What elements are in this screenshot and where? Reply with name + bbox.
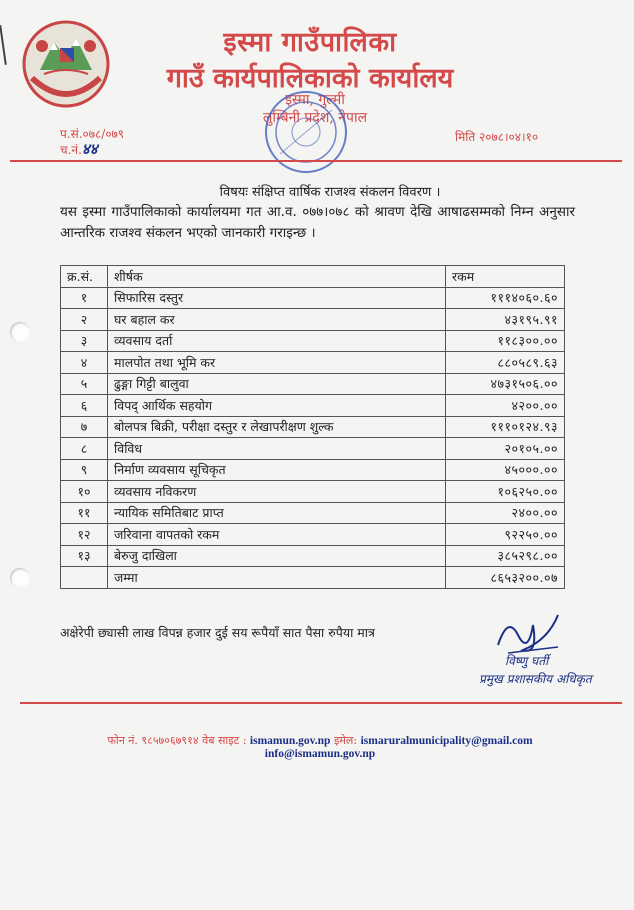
row-title: जरिवाना वापतको रकम	[108, 524, 446, 546]
signatory-title: प्रमुख प्रशासकीय अधिकृत	[479, 672, 592, 686]
row-title: बेरुजु दाखिला	[108, 545, 446, 567]
row-title: सिफारिस दस्तुर	[108, 287, 446, 309]
table-row	[61, 373, 565, 395]
row-sn: ३	[61, 330, 108, 352]
reference-block	[60, 127, 124, 158]
table-row	[61, 416, 565, 438]
row-sn: ११	[61, 502, 108, 524]
row-title: घर बहाल कर	[108, 309, 446, 331]
row-amount: २०१०५.००	[446, 438, 565, 460]
table-row	[61, 438, 565, 460]
email-link-primary[interactable]: ismaruralmunicipality@gmail.com	[360, 735, 533, 747]
row-sn: २	[61, 309, 108, 331]
footer-contact	[40, 733, 600, 748]
table-row	[61, 502, 565, 524]
table-row	[61, 352, 565, 374]
punch-hole	[10, 568, 30, 588]
letter-date: मिति २०७८।०४।१०	[455, 130, 539, 144]
row-amount: ११८३००.००	[446, 330, 565, 352]
punch-hole	[10, 322, 30, 342]
header-sn: क्र.सं.	[61, 266, 108, 288]
row-amount: ४३१९५.९१	[446, 309, 565, 331]
email-label: इमेल:	[333, 734, 358, 747]
total-amount: ८६५३२००.०७	[446, 567, 565, 589]
table-row	[61, 395, 565, 417]
row-sn: ९	[61, 459, 108, 481]
row-amount: ४७३१५०६.००	[446, 373, 565, 395]
chn-label: च.नं.	[60, 143, 82, 157]
row-sn: १०	[61, 481, 108, 503]
row-title: ढुङ्गा गिट्टी बालुवा	[108, 373, 446, 395]
total-label: जम्मा	[108, 567, 446, 589]
row-amount: ३८५२९८.००	[446, 545, 565, 567]
office-stamp-icon	[258, 84, 354, 180]
phone-website-label: फोन नं. ९८५७०६७९१४ वेब साइट :	[107, 734, 247, 747]
scan-mark	[0, 25, 7, 65]
website-link[interactable]: ismamun.gov.np	[249, 735, 331, 747]
table-total-row	[61, 567, 565, 589]
table-row	[61, 330, 565, 352]
row-amount: १११०१२४.९३	[446, 416, 565, 438]
row-sn: ५	[61, 373, 108, 395]
table-row	[61, 524, 565, 546]
amount-in-words: अक्षेरेपी छ्यासी लाख विपन्न हजार दुई सय रूपैयाँ सात पैसा रुपैया मात्र	[60, 625, 375, 640]
table-row	[61, 459, 565, 481]
row-sn: ७	[61, 416, 108, 438]
revenue-table	[60, 265, 565, 589]
header-title: शीर्षक	[108, 266, 446, 288]
row-title: विपद् आर्थिक सहयोग	[108, 395, 446, 417]
chn-number: ४४	[81, 140, 98, 158]
letter-subject: विषयः संक्षिप्त वार्षिक राजश्व संकलन विवरण ।	[219, 185, 441, 200]
address-line2: लुम्बिनी प्रदेश, नेपाल	[262, 110, 368, 126]
footer-divider	[20, 702, 622, 704]
row-title: न्यायिक समितिबाट प्राप्त	[108, 502, 446, 524]
row-sn: १२	[61, 524, 108, 546]
table-header-row	[61, 266, 565, 288]
email-link-secondary[interactable]: info@ismamun.gov.np	[264, 748, 376, 760]
letter-body: यस इस्मा गाउँपालिकाको कार्यालयमा गत आ.व. ०७७।०७८ को श्रावण देखि आषाढसम्मको निम्न अनुसार आन्तरिक राजश्व संकलन भएको जानकारी गराइन्छ ।	[60, 204, 575, 241]
row-title: व्यवसाय दर्ता	[108, 330, 446, 352]
row-title: निर्माण व्यवसाय सूचिकृत	[108, 459, 446, 481]
row-amount: ८८०५८९.६३	[446, 352, 565, 374]
row-title: व्यवसाय नविकरण	[108, 481, 446, 503]
table-row	[61, 481, 565, 503]
row-sn: ८	[61, 438, 108, 460]
row-title: बोलपत्र बिक्री, परीक्षा दस्तुर र लेखापरीक्षण शुल्क	[108, 416, 446, 438]
ps-number: प.सं.०७८/०७९	[60, 127, 125, 141]
signatory-name: विष्णु घर्ती	[505, 654, 549, 668]
row-amount: २४००.००	[446, 502, 565, 524]
row-amount: १०६२५०.००	[446, 481, 565, 503]
row-sn: ६	[61, 395, 108, 417]
row-title: विविध	[108, 438, 446, 460]
row-amount: १११४०६०.६०	[446, 287, 565, 309]
row-amount: ४२००.००	[446, 395, 565, 417]
table-row	[61, 545, 565, 567]
header-amount: रकम	[446, 266, 565, 288]
row-amount: ९२२५०.००	[446, 524, 565, 546]
office-title-line2: गाउँ कार्यपालिकाको कार्यालय	[166, 63, 454, 94]
row-sn: ४	[61, 352, 108, 374]
nepal-emblem-icon	[20, 18, 112, 110]
row-sn: १३	[61, 545, 108, 567]
table-row	[61, 309, 565, 331]
row-amount: ४५०००.००	[446, 459, 565, 481]
office-title-line1: इस्मा गाउँपालिका	[223, 27, 397, 58]
table-row	[61, 287, 565, 309]
header-divider	[10, 160, 622, 162]
address-line1: इस्मा, गुल्मी	[285, 92, 345, 108]
row-sn: १	[61, 287, 108, 309]
row-title: मालपोत तथा भूमि कर	[108, 352, 446, 374]
